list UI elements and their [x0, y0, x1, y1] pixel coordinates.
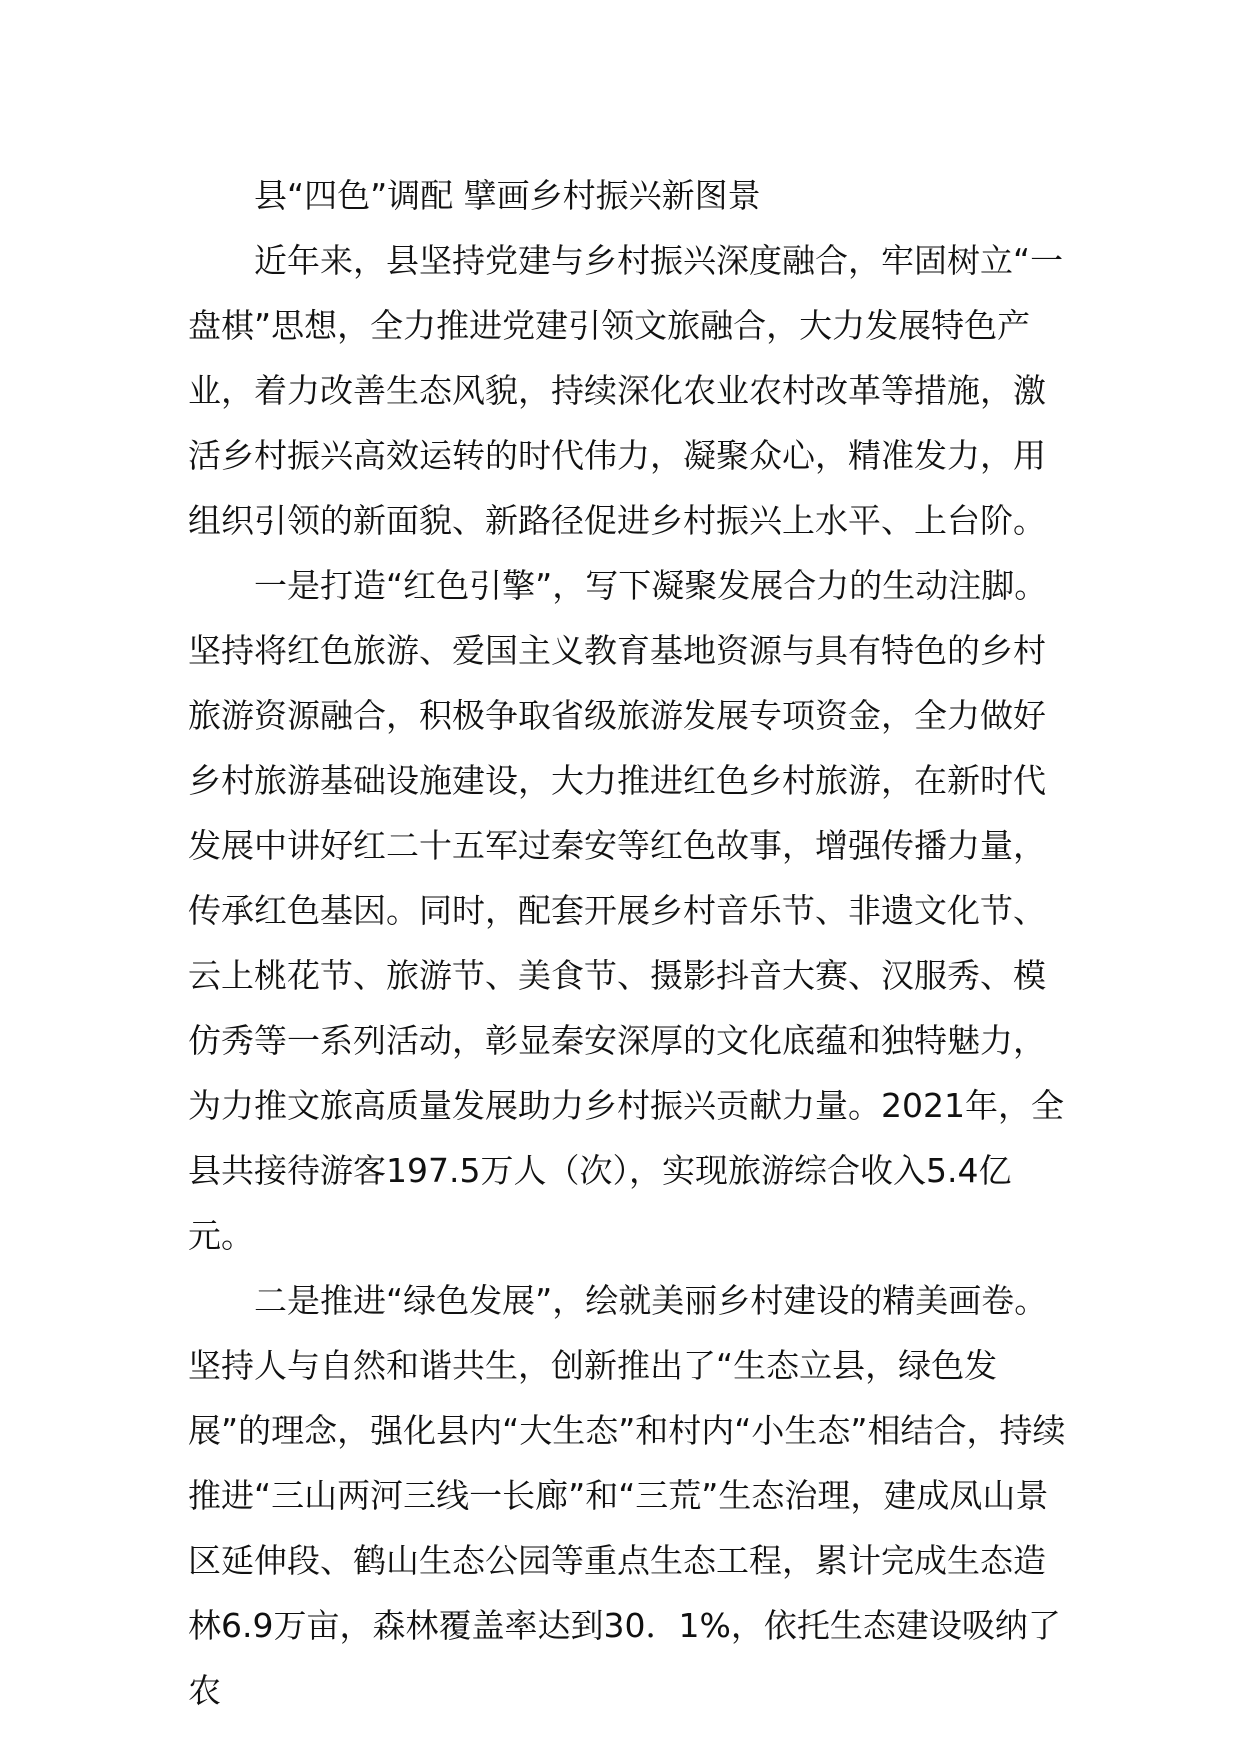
paragraph-red-engine: 一是打造“红色引擎”，写下凝聚发展合力的生动注脚。坚持将红色旅游、爱国主义教育基地资源与具有特色的乡村旅游资源融合，积极争取省级旅游发展专项资金，全力做好乡村旅游基础设施建设，大力推进红色乡村旅游，在新时代发展中讲好红二十五军过秦安等红色故事，增强传播力量，传承红色基因。同时，配套开展乡村音乐节、非遗文化节、云上桃花节、旅游节、美食节、摄影抖音大赛、汉服秀、模仿秀等一系列活动，彰显秦安深厚的文化底蕴和独特魅力，为力推文旅高质量发展助力乡村振兴贡献力量。2021年，全县共接待游客197.5万人（次），实现旅游综合收入5.4亿元。: [188, 566, 1064, 1255]
document-title: 县“四色”调配 擘画乡村振兴新图景: [254, 176, 761, 215]
paragraph-intro: 近年来，县坚持党建与乡村振兴深度融合，牢固树立“一盘棋”思想，全力推进党建引领文旅融合，大力发展特色产业，着力改善生态风貌，持续深化农业农村改革等措施，激活乡村振兴高效运转的时代伟力，凝聚众心，精准发力，用组织引领的新面貌、新路径促进乡村振兴上水平、上台阶。: [188, 241, 1064, 540]
document-body: [188, 163, 1068, 1723]
paragraph-green-development: 二是推进“绿色发展”，绘就美丽乡村建设的精美画卷。坚持人与自然和谐共生，创新推出了“生态立县，绿色发展”的理念，强化县内“大生态”和村内“小生态”相结合，持续推进“三山两河三线一长廊”和“三荒”生态治理，建成凤山景区延伸段、鹤山生态公园等重点生态工程，累计完成生态造林6.9万亩，森林覆盖率达到30．1%，依托生态建设吸纳了农: [188, 1281, 1066, 1710]
